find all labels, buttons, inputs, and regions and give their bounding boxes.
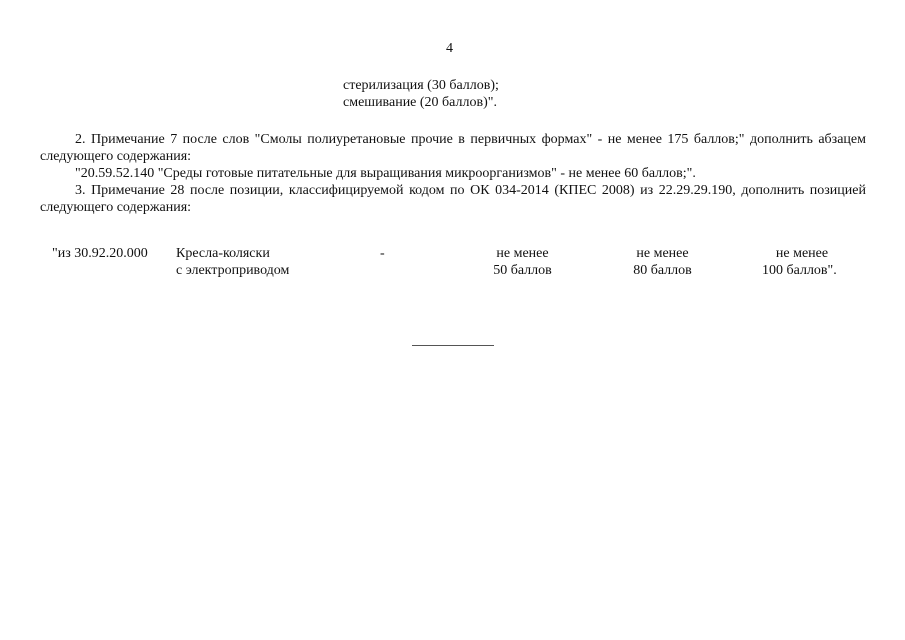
table-col1-line-1: не менее: [496, 246, 549, 261]
item-3-paragraph: [40, 182, 866, 216]
table-dash: -: [380, 246, 385, 261]
table-col3-line-1: не менее: [775, 246, 829, 261]
table-name-line-2: с электроприводом: [176, 263, 290, 278]
table-row: [0, 245, 905, 285]
table-code: "из 30.92.20.000: [52, 246, 148, 261]
table-col2-line-2: 80 баллов: [633, 263, 692, 278]
page-number: 4: [446, 41, 453, 56]
closing-rule: [412, 345, 494, 346]
table-col1-line-2: 50 баллов: [493, 263, 552, 278]
table-name-line-1: Кресла-коляски: [176, 246, 270, 261]
item-2-paragraph: [40, 131, 866, 165]
table-col2-line-1: не менее: [636, 246, 689, 261]
item-3-text: 3. Примечание 28 после позиции, классифицируемой кодом по ОК 034-2014 (КПЕС 2008) из 22.29.29.190, дополнить позицией следующего содержания:: [40, 183, 866, 215]
item-2-text: 2. Примечание 7 после слов "Смолы полиуретановые прочие в первичных формах" - не менее 175 баллов;" дополнить абзацем следующего содержания:: [40, 132, 866, 164]
table-col3-line-2: 100 баллов".: [762, 263, 837, 278]
continuation-line-2: смешивание (20 баллов)".: [343, 95, 497, 110]
continuation-line-1: стерилизация (30 баллов);: [343, 78, 499, 93]
item-2-quote: "20.59.52.140 "Среды готовые питательные для выращивания микроорганизмов" - не менее 60 баллов;".: [75, 166, 696, 181]
